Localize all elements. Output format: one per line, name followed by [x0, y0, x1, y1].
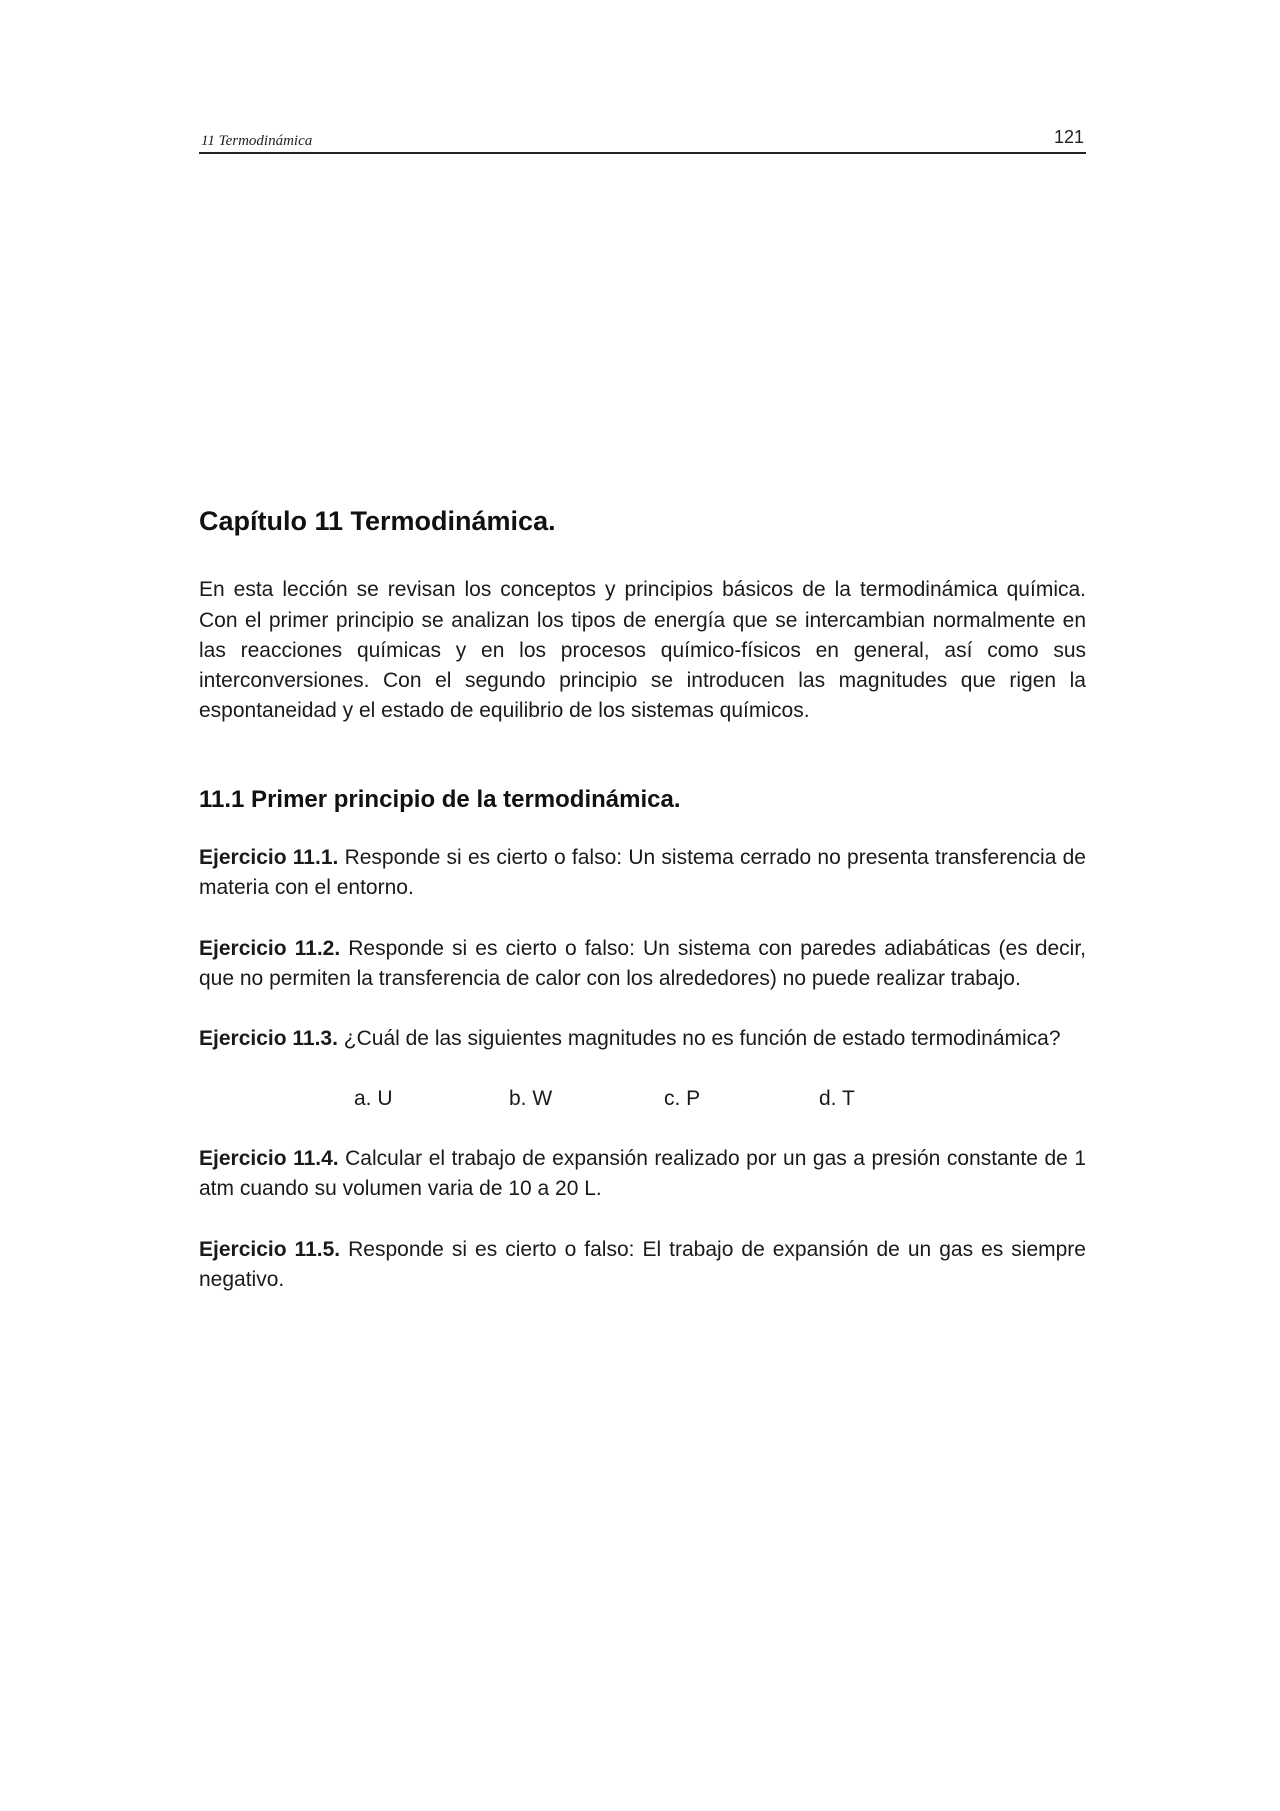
option-a: a. U	[354, 1087, 393, 1111]
option-d: d. T	[819, 1087, 855, 1111]
exercise-label: Ejercicio 11.4.	[199, 1147, 339, 1171]
exercise-11-3-options	[199, 1084, 1086, 1114]
exercise-11-4	[199, 1144, 1086, 1204]
exercise-11-5	[199, 1235, 1086, 1295]
exercise-label: Ejercicio 11.1.	[199, 846, 339, 870]
exercise-11-3	[199, 1024, 1086, 1054]
exercise-label: Ejercicio 11.2.	[199, 936, 341, 960]
exercise-text: Calcular el trabajo de expansión realizado por un gas a presión constante de 1 atm cuando su volumen varia de 10 a 20 L.	[199, 1147, 1087, 1201]
exercise-text: Responde si es cierto o falso: Un sistema cerrado no presenta transferencia de materia con el entorno.	[199, 846, 1086, 900]
page-content	[199, 505, 1086, 1325]
option-b: b. W	[509, 1087, 553, 1111]
exercise-label: Ejercicio 11.3.	[199, 1027, 338, 1051]
section-title: 11.1 Primer principio de la termodinámica.	[199, 786, 681, 814]
page-number: 121	[1053, 127, 1084, 147]
exercise-11-1	[199, 843, 1086, 903]
exercise-text: Responde si es cierto o falso: Un sistema con paredes adiabáticas (es decir, que no permiten la transferencia de calor con los alrededores) no puede realizar trabajo.	[199, 936, 1086, 990]
exercise-label: Ejercicio 11.5.	[199, 1237, 341, 1261]
chapter-intro: En esta lección se revisan los conceptos y principios básicos de la termodinámica química. Con el primer principio se analizan los tipos de energía que se intercambian normalmente en las reacciones químicas y en los procesos químico-físicos en general, así como sus interconversiones. Con el segundo principio se introducen las magnitudes que rigen la espontaneidad y el estado de equilibrio de los sistemas químicos.	[199, 578, 1086, 723]
running-title: 11 Termodinámica	[201, 133, 313, 149]
exercise-text: Responde si es cierto o falso: El trabajo de expansión de un gas es siempre negativo.	[199, 1237, 1086, 1291]
option-c: c. P	[664, 1087, 701, 1111]
chapter-title: Capítulo 11 Termodinámica.	[199, 506, 556, 536]
page-header	[199, 124, 1086, 154]
exercise-11-2	[199, 934, 1086, 994]
exercise-text: ¿Cuál de las siguientes magnitudes no es función de estado termodinámica?	[337, 1027, 1061, 1051]
